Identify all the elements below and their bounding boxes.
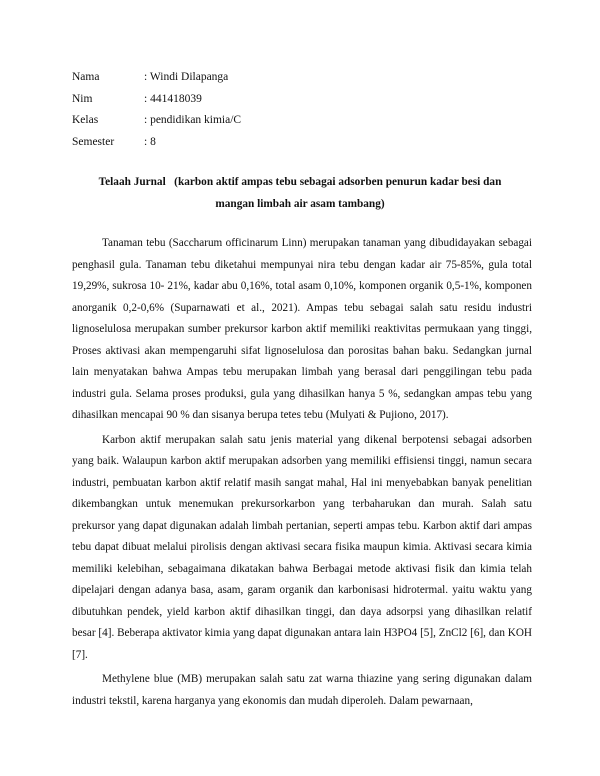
document-title xyxy=(60,171,540,215)
name-value: : Windi Dilapanga xyxy=(144,71,229,83)
nim-row xyxy=(72,89,241,111)
document-body xyxy=(72,233,532,712)
nim-label: Nim xyxy=(72,92,93,105)
class-value: : pendidikan kimia/C xyxy=(144,114,242,126)
semester-label: Semester xyxy=(72,135,115,148)
semester-row xyxy=(72,132,241,154)
title-line-2: mangan limbah air asam tambang) xyxy=(215,198,385,210)
paragraph: Tanaman tebu (Saccharum officinarum Linn) merupakan tanaman yang dibudidayakan sebagai penghasil gula. Tanaman tebu diketahui mempunyai nira tebu dengan kadar air 75-85%, gula total 19,29%, sukrosa 10- 21%, kadar abu 0,16%, total asam 0,10%, komponen organik 0,5-1%, komponen anorganik 0,2-0,6% (Suparnawati et al., 2021). Ampas tebu sebagai salah satu residu industri lignoselulosa merupakan sumber prekursor karbon aktif memiliki reaktivitas permukaan yang tinggi, Proses aktivasi akan mempengaruhi sifat lignoselulosa dan porositas bahan baku. Sedangkan jurnal lain menyatakan bahwa Ampas tebu merupakan limbah yang berasal dari penggilingan tebu pada industri gula. Selama proses produksi, gula yang dihasilkan hanya 5 %, sedangkan ampas tebu yang dihasilkan mencapai 90 % dan sisanya berupa tetes tebu (Mulyati & Pujiono, 2017). xyxy=(72,237,532,421)
name-row xyxy=(72,67,241,89)
class-row xyxy=(72,110,241,132)
paragraph: Karbon aktif merupakan salah satu jenis material yang dikenal berpotensi sebagai adsorben yang baik. Walaupun karbon aktif merupakan adsorben yang memiliki effisiensi tinggi, namun secara industri, pembuatan karbon aktif relatif masih sangat mahal, Hal ini menyebabkan banyak penelitian dikembangkan untuk menemukan prekursorkarbon yang terbaharukan dan murah. Salah satu prekursor yang dapat digunakan adalah limbah pertanian, seperti ampas tebu. Karbon aktif dari ampas tebu dapat dibuat melalui pirolisis dengan aktivasi secara fisika maupun kimia. Aktivasi secara kimia memiliki kelebihan, sebagaimana dikatakan bahwa Berbagai metode aktivasi fisik dan kimia telah dipelajari dengan adanya basa, asam, garam organik dan karbonisasi hidrotermal. yaitu waktu yang dibutuhkan pendek, yield karbon aktif dihasilkan tinggi, dan daya adsorpsi yang dihasilkan relatif besar [4]. Beberapa aktivator kimia yang dapat digunakan antara lain H3PO4 [5], ZnCl2 [6], dan KOH [7]. xyxy=(72,433,532,661)
title-line-1: Telaah Jurnal (karbon aktif ampas tebu sebagai adsorben penurun kadar besi dan xyxy=(98,176,502,188)
semester-value: : 8 xyxy=(144,135,156,148)
student-info xyxy=(72,67,241,153)
paragraph: Methylene blue (MB) merupakan salah satu zat warna thiazine yang sering digunakan dalam industri tekstil, karena harganya yang ekonomis dan mudah diperoleh. Dalam pewarnaan, xyxy=(72,673,532,707)
class-label: Kelas xyxy=(72,114,99,126)
nim-value: : 441418039 xyxy=(144,92,202,105)
name-label: Nama xyxy=(72,71,100,83)
